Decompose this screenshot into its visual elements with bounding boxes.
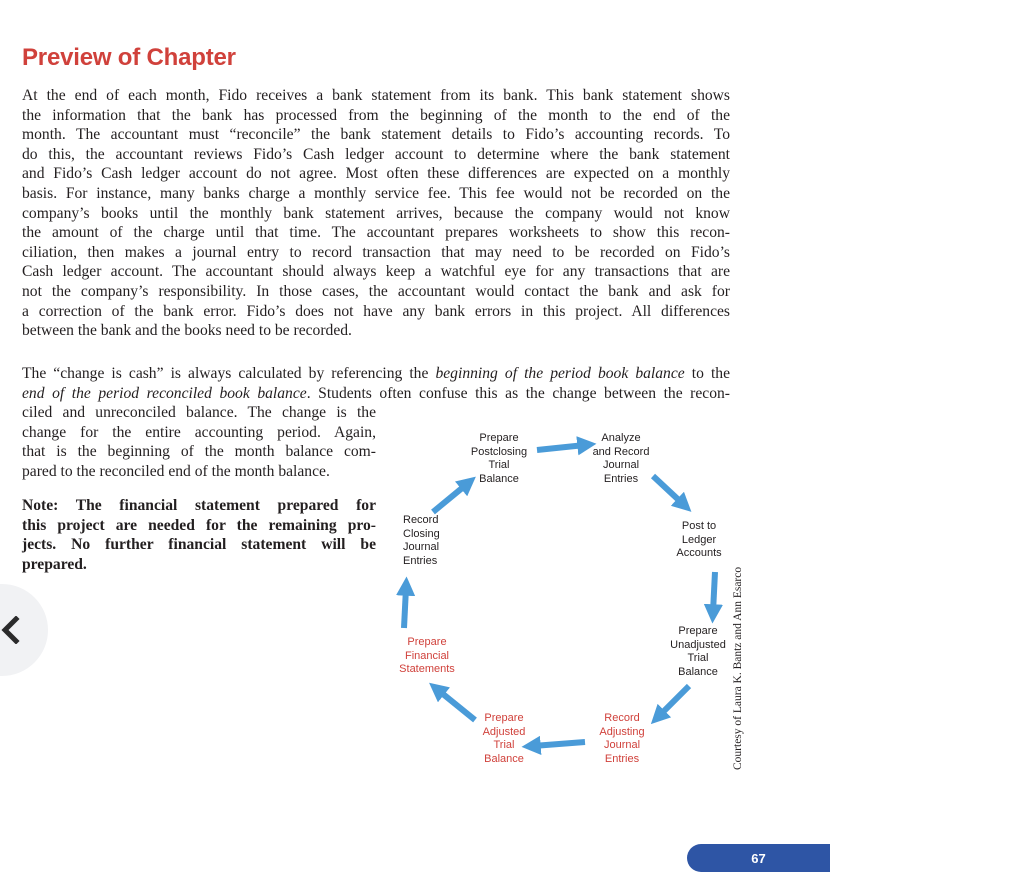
step-analyze-journal-entries: Analyze and Record Journal Entries — [592, 432, 650, 485]
emphasis-text: beginning of the period book balance — [435, 365, 685, 382]
cycle-arrows — [385, 420, 735, 780]
paragraph-line: Cash ledger account. The accountant should always keep a watchful eye for any transactions that are — [22, 263, 730, 281]
change-in-cash-paragraph-continued — [22, 403, 376, 481]
back-button[interactable] — [0, 584, 48, 676]
step-closing-journal-entries: Record Closing Journal Entries — [403, 514, 440, 567]
arrow-adjusted-to-financial — [438, 690, 475, 720]
arrow-adjusting-to-adjusted — [533, 742, 585, 746]
emphasis-text: end of the period reconciled book balance — [22, 384, 307, 402]
paragraph-line: pared to the reconciled end of the month balance. — [22, 462, 330, 480]
step-postclosing-trial-balance: Prepare Postclosing Trial Balance — [470, 432, 528, 485]
arrow-unadjusted-to-adjusting — [659, 686, 689, 716]
chevron-left-icon — [0, 616, 22, 644]
page-number-tab — [687, 844, 830, 872]
step-post-ledger-accounts: Post to Ledger Accounts — [676, 520, 722, 560]
paragraph-line: that is the beginning of the month balance com- — [22, 443, 376, 461]
paragraph-line: and Fido’s Cash ledger account do not agree. Most often these differences are expected on a monthly — [22, 165, 730, 183]
note-line: jects. No further financial statement will be — [22, 536, 376, 554]
text-run: . Students often confuse this as the change between the recon- — [306, 384, 731, 402]
arrow-financial-to-closing — [404, 588, 406, 628]
paragraph-line: company’s books until the monthly bank statement arrives, because the company would not know — [22, 204, 730, 222]
note-line: this project are needed for the remaining pro- — [22, 516, 376, 534]
arrow-closing-to-postclosing — [433, 484, 467, 512]
paragraph-line — [22, 384, 730, 404]
arrow-postclosing-to-analyze — [537, 445, 585, 450]
text-run: The “change is cash” is always calculated by referencing the — [22, 365, 436, 382]
paragraph-line — [22, 364, 730, 384]
paragraph-line: ciliation, then makes a journal entry to record transaction that may need to be recorded on Fido’s — [22, 243, 730, 261]
note-line: Note: The financial statement prepared for — [22, 497, 376, 514]
paragraph-line: ciled and unreconciled balance. The change is the — [22, 404, 376, 421]
intro-paragraph — [22, 86, 730, 341]
step-financial-statements: Prepare Financial Statements — [399, 636, 455, 676]
paragraph-line: a correction of the bank error. Fido’s does not have any bank errors in this project. All differences — [22, 302, 730, 320]
paragraph-line: between the bank and the books need to be recorded. — [22, 322, 352, 340]
note-paragraph — [22, 496, 376, 574]
arrow-analyze-to-post — [653, 476, 683, 504]
paragraph-line: the information that the bank has processed from the beginning of the month to the end of the — [22, 106, 730, 124]
text-run: to the — [684, 365, 730, 382]
step-unadjusted-trial-balance: Prepare Unadjusted Trial Balance — [670, 625, 726, 678]
paragraph-line: month. The accountant must “reconcile” the bank statement details to Fido’s accounting records. To — [22, 126, 730, 144]
paragraph-line: do this, the accountant reviews Fido’s Cash ledger account to determine where the bank statement — [22, 145, 730, 163]
step-adjusted-trial-balance: Prepare Adjusted Trial Balance — [482, 712, 526, 765]
chapter-heading: Preview of Chapter — [22, 44, 236, 71]
change-in-cash-paragraph — [22, 364, 730, 403]
paragraph-line: change for the entire accounting period. Again, — [22, 423, 376, 441]
arrow-post-to-unadjusted — [713, 572, 715, 612]
note-line: prepared. — [22, 555, 87, 573]
page-number: 67 — [751, 850, 766, 866]
step-adjusting-journal-entries: Record Adjusting Journal Entries — [599, 712, 645, 765]
paragraph-line: At the end of each month, Fido receives a bank statement from its bank. This bank statement shows — [22, 87, 730, 104]
paragraph-line: not the company’s responsibility. In those cases, the accountant would contact the bank and ask for — [22, 282, 730, 300]
paragraph-line: the amount of the charge until that time. The accountant prepares worksheets to show this recon- — [22, 224, 730, 242]
paragraph-line: basis. For instance, many banks charge a monthly service fee. This fee would not be recorded on the — [22, 184, 730, 202]
accounting-cycle-diagram — [385, 420, 735, 780]
photo-credit: Courtesy of Laura K. Bantz and Ann Esarco — [732, 566, 744, 770]
